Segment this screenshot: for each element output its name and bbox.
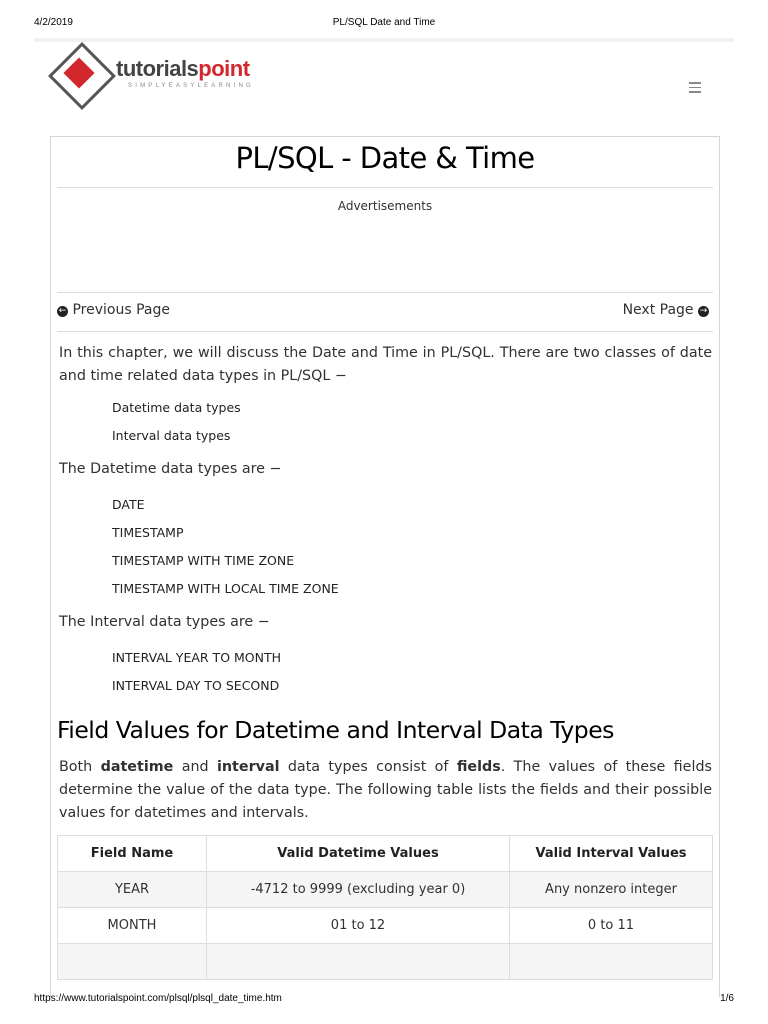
- divider: [57, 331, 713, 332]
- logo-tagline: SIMPLYEASYLEARNING: [128, 83, 254, 89]
- print-doc-title: PL/SQL Date and Time: [332, 17, 436, 28]
- intro-paragraph: In this chapter, we will discuss the Date and Time in PL/SQL. There are two classes of date and time related data types in PL/SQL −: [59, 345, 712, 384]
- list-item: DATE: [112, 497, 145, 512]
- advertisements-label: Advertisements: [337, 199, 433, 213]
- interval-types-list: [59, 644, 712, 700]
- table-row: [58, 944, 713, 980]
- table-header-row: [58, 836, 713, 872]
- list-item: INTERVAL DAY TO SECOND: [112, 678, 280, 693]
- list-item: Datetime data types: [112, 400, 241, 415]
- datetime-intro: The Datetime data types are −: [59, 461, 282, 477]
- print-date: 4/2/2019: [34, 17, 73, 28]
- datetime-types-list: [59, 491, 712, 603]
- table-cell: [58, 944, 207, 980]
- previous-page-link[interactable]: ← Previous Page: [58, 302, 170, 318]
- article: [50, 136, 720, 997]
- hamburger-menu-icon[interactable]: [689, 82, 701, 92]
- site-header: [34, 38, 734, 126]
- table-row: [58, 872, 713, 908]
- classes-list: [59, 394, 712, 450]
- field-values-table: [57, 835, 713, 980]
- table-cell: YEAR: [58, 872, 207, 908]
- table-cell: 0 to 11: [510, 908, 713, 944]
- arrow-left-circle-icon: ←: [58, 306, 67, 316]
- column-header: Valid Interval Values: [510, 836, 713, 872]
- table-row: [58, 908, 713, 944]
- table-cell: 01 to 12: [207, 908, 510, 944]
- list-item: TIMESTAMP: [112, 525, 184, 540]
- list-item: TIMESTAMP WITH LOCAL TIME ZONE: [112, 581, 339, 596]
- article-body: [51, 342, 719, 700]
- section-heading: Field Values for Datetime and Interval Data Types: [57, 716, 614, 744]
- list-item: Interval data types: [112, 428, 231, 443]
- print-footer: [34, 993, 734, 1007]
- table-cell: [510, 944, 713, 980]
- column-header: Field Name: [58, 836, 207, 872]
- page-title: PL/SQL - Date & Time: [235, 141, 535, 175]
- table-cell: [207, 944, 510, 980]
- fields-paragraph: Both datetime and interval data types consist of fields. The values of these fields determine the value of the data type. The following table lists the fields and their possible values for datetimes and intervals.: [59, 759, 712, 821]
- arrow-right-circle-icon: →: [699, 306, 708, 316]
- site-logo[interactable]: [50, 42, 280, 112]
- print-page-count: 1/6: [720, 993, 734, 1004]
- print-header: [34, 17, 734, 31]
- logo-brand: tutorialspoint: [116, 56, 250, 81]
- list-item: TIMESTAMP WITH TIME ZONE: [112, 553, 295, 568]
- print-url: https://www.tutorialspoint.com/plsql/plsql_date_time.htm: [34, 993, 282, 1004]
- page-nav: [51, 293, 719, 331]
- column-header: Valid Datetime Values: [207, 836, 510, 872]
- interval-intro: The Interval data types are −: [59, 614, 270, 630]
- fields-paragraph-wrap: [51, 756, 719, 825]
- list-item: INTERVAL YEAR TO MONTH: [112, 650, 282, 665]
- table-cell: MONTH: [58, 908, 207, 944]
- table-cell: Any nonzero integer: [510, 872, 713, 908]
- table-cell: -4712 to 9999 (excluding year 0): [207, 872, 510, 908]
- next-page-link[interactable]: Next Page →: [622, 302, 708, 318]
